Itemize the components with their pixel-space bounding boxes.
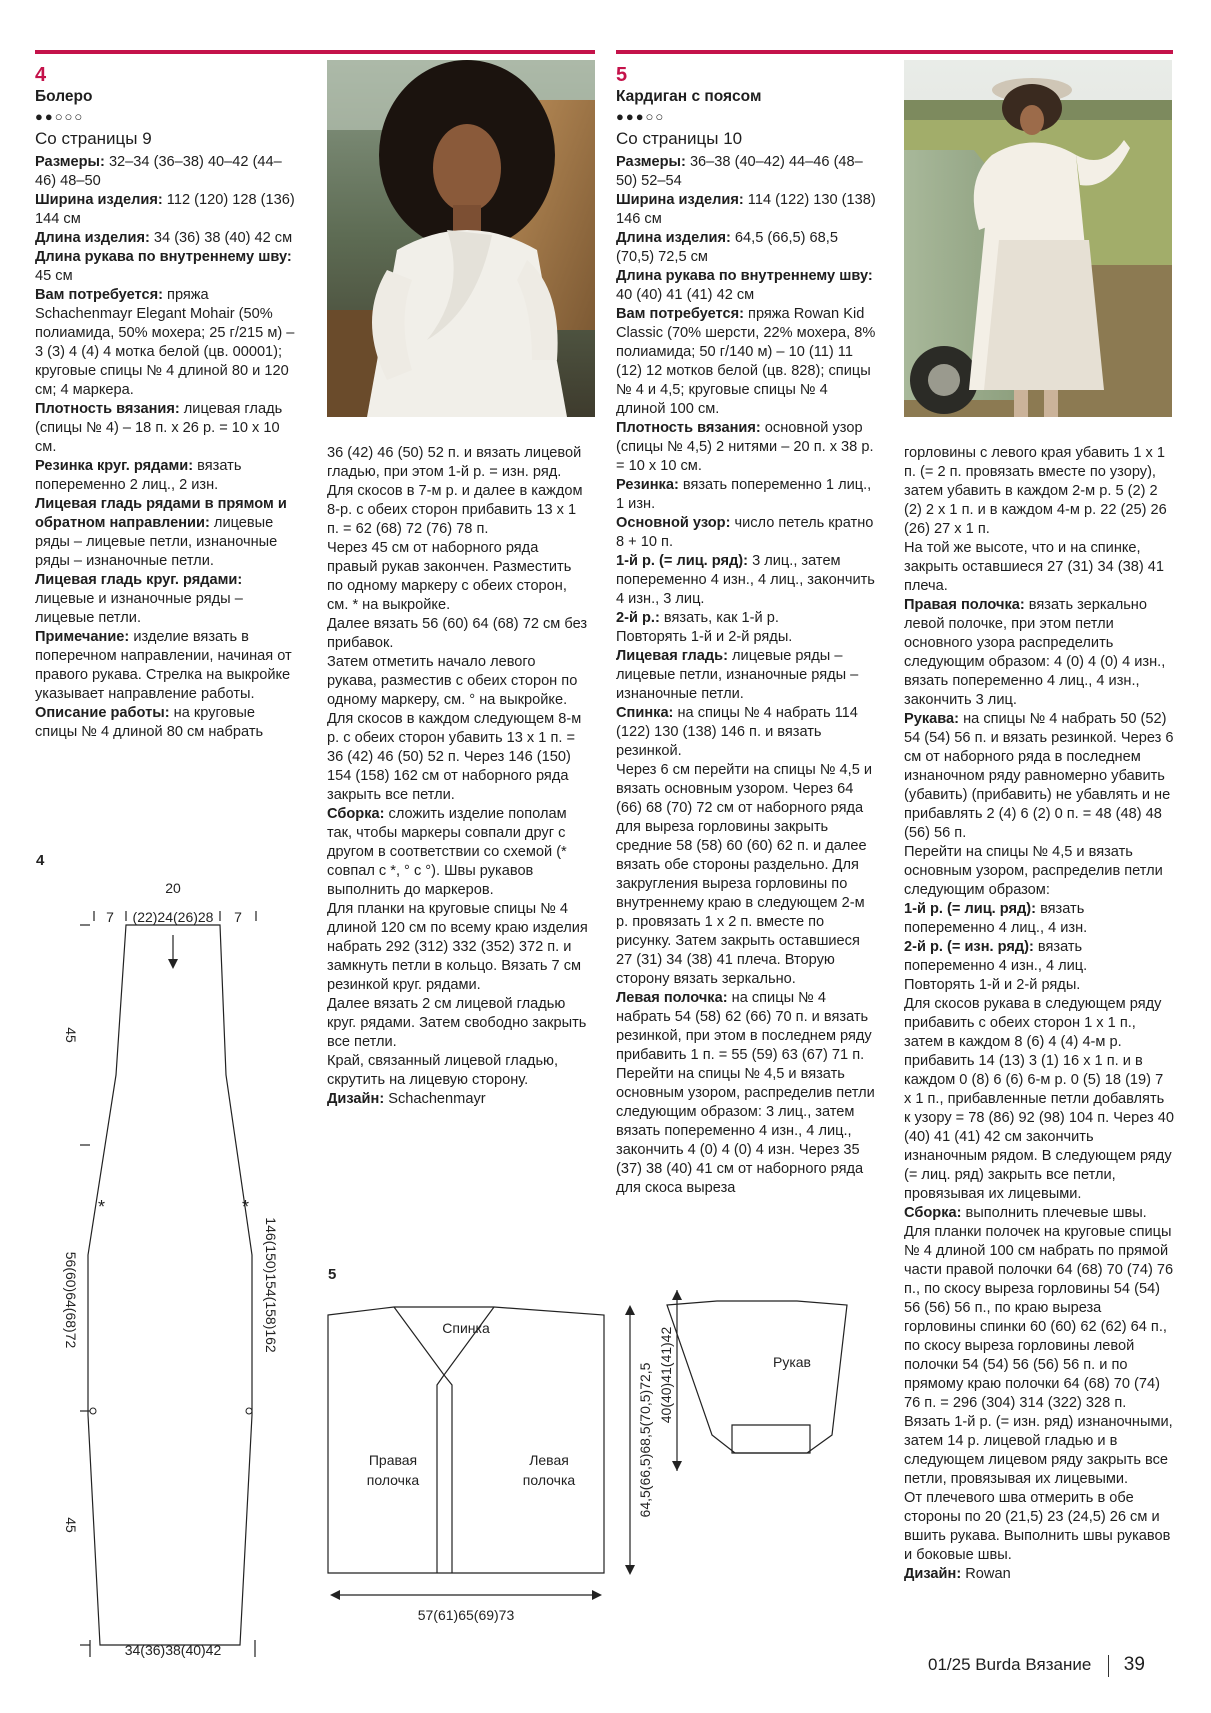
paragraph <box>904 539 1174 596</box>
paragraph <box>904 995 1174 1204</box>
paragraph <box>327 539 589 615</box>
paragraph-heading: Дизайн: <box>327 1091 385 1107</box>
paragraph-text: вязать попеременно 4 лиц., 4 изн. <box>904 901 1088 936</box>
paragraph-heading: Основной узор: <box>616 515 731 531</box>
paragraph <box>616 609 878 628</box>
paragraph-heading: Дизайн: <box>904 1566 962 1582</box>
total-length-label: 146(150)154(158)162 <box>263 1217 279 1353</box>
paragraph <box>327 482 589 539</box>
paragraph-text: горловины с левого края убавить 1 x 1 п. (= 2 п. провязать вместе по узору), затем убавить в каждом 2-м р. 5 (2) 2 (2) 2 x 1 п. и в каждом 4-м р. 22 (25) 26 (26) 27 x 1 п. <box>904 445 1167 537</box>
paragraph-text: На той же высоте, что и на спинке, закрыть оставшиеся 27 (31) 34 (38) 41 плеча. <box>904 540 1164 594</box>
paragraph-text: Через 6 см перейти на спицы № 4,5 и вязать основным узором. Через 64 (66) 68 (70) 72 см от наборного ряда для выреза горловины закрыть средние 58 (58) 60 (60) 62 п. и далее вязать обе стороны раздельно. Для закругления выреза горловины по внутреннему краю в следующем 2-м р. провязать 1 x 2 п. вместе по рисунку. Затем закрыть оставшиеся 27 (31) 34 (38) 41 плеча. Вторую сторону вязать зеркально. <box>616 762 873 987</box>
paragraph <box>35 704 297 742</box>
paragraph-heading: Сборка: <box>327 806 385 822</box>
project-title: Болеро <box>35 88 93 105</box>
page-number: 39 <box>1123 1654 1145 1675</box>
page-footer <box>928 1654 1145 1677</box>
paragraph-text: основной узор (спицы № 4,5) 2 нитями – 20 п. x 38 р. = 10 x 10 см. <box>616 420 874 474</box>
paragraph-text: вязать зеркально левой полочке, при этом петли основного узора распределить следующим образом: 4 (0) 4 (0) 4 изн., вязать попеременно 4 лиц., 4 изн., закончить 3 лиц. <box>904 597 1166 708</box>
top-part-left: 7 <box>106 909 114 925</box>
paragraph-text: 32–34 (36–38) 40–42 (44–46) 48–50 <box>35 154 282 189</box>
paragraph-heading: Описание работы: <box>35 705 170 721</box>
paragraph-text: на спицы № 4 набрать 54 (58) 62 (66) 70 п. и вязать резинкой, при этом в последнем ряду прибавить 1 п. = 55 (59) 63 (67) 71 п. <box>616 990 872 1063</box>
paragraph-heading: 2-й р.: <box>616 610 660 626</box>
paragraph-text: Повторять 1-й и 2-й ряды. <box>616 629 793 645</box>
issue-label: 01/25 Burda Вязание <box>928 1655 1092 1674</box>
paragraph-text: 36–38 (40–42) 44–46 (48–50) 52–54 <box>616 154 863 189</box>
sleeve-label: Рукав <box>773 1354 811 1370</box>
paragraph <box>327 615 589 653</box>
paragraph-text: 36 (42) 46 (50) 52 п. и вязать лицевой гладью, при этом 1-й р. = изн. ряд. <box>327 445 582 480</box>
paragraph-text: Для скосов рукава в следующем ряду прибавить с обеих сторон 1 x 1 п., затем в каждом 8 (6) 4 (4) 4-м р. прибавить 14 (13) 3 (1) 16 x 1 п. и в каждом 0 (8) 6 (6) 6-м р. 0 (5) 18 (19) 7 x 1 п., прибавленные петли добавлять к узору = 78 (86) 92 (98) 104 п. Через 40 (40) 41 (41) 42 см закончить изнаночным рядом. В следующем ряду (= лиц. ряд) закрыть все петли, провязывая их лицевыми. <box>904 996 1174 1202</box>
paragraph <box>904 900 1174 938</box>
project-number: 5 <box>616 64 628 86</box>
paragraph-text: Для скосов в 7-м р. и далее в каждом 8-р. с обеих сторон прибавить 13 x 1 п. = 62 (68) 72 (76) 78 п. <box>327 483 583 537</box>
paragraph <box>35 153 297 191</box>
bolero-photo <box>327 60 595 417</box>
paragraph <box>327 710 589 805</box>
paragraph-heading: Лицевая гладь рядами в прямом и обратном направлении: <box>35 496 287 531</box>
paragraph-text: Повторять 1-й и 2-й ряды. <box>904 977 1081 993</box>
paragraph-heading: Лицевая гладь: <box>616 648 728 664</box>
paragraph-text: вязать попеременно 2 лиц., 2 изн. <box>35 458 242 493</box>
paragraph <box>35 248 297 286</box>
paragraph-heading: Резинка круг. рядами: <box>35 458 194 474</box>
bottom-width-label: 34(36)38(40)42 <box>124 1642 222 1658</box>
paragraph-text: Край, связанный лицевой гладью, скрутить на лицевую сторону. <box>327 1053 559 1088</box>
paragraph <box>35 571 297 628</box>
instructions <box>904 444 1174 1584</box>
paragraph-text: вязать попеременно 4 изн., 4 лиц. <box>904 939 1088 974</box>
paragraph-text: на спицы № 4 набрать 114 (122) 130 (138) 146 п. и вязать резинкой. <box>616 705 858 759</box>
paragraph <box>616 552 878 609</box>
paragraph-heading: Спинка: <box>616 705 674 721</box>
difficulty-dots: ●●●○○ <box>616 109 666 124</box>
cardigan-photo <box>904 60 1172 417</box>
height-label: 64,5(66,5)68,5(70,5)72,5 <box>637 1362 653 1518</box>
project-5-column-4 <box>904 444 1174 1584</box>
paragraph-heading: 2-й р. (= изн. ряд): <box>904 939 1034 955</box>
paragraph <box>327 900 589 995</box>
paragraph <box>904 843 1174 900</box>
paragraph-text: Далее вязать 56 (60) 64 (68) 72 см без прибавок. <box>327 616 588 651</box>
paragraph-text: Далее вязать 2 см лицевой гладью круг. рядами. Затем свободно закрыть все петли. <box>327 996 587 1050</box>
paragraph-text: От плечевого шва отмерить в обе стороны по 20 (21,5) 23 (24,5) 26 см и вшить рукава. Выполнить швы рукавов и боковые швы. <box>904 1490 1171 1563</box>
paragraph-text: лицевые ряды – лицевые петли, изнаночные ряды – изнаночные петли. <box>616 648 859 702</box>
paragraph-heading: Левая полочка: <box>616 990 728 1006</box>
project-4-column-2 <box>327 444 589 1109</box>
top-part-middle: (22)24(26)28 <box>132 909 214 925</box>
length-middle-label: 56(60)64(68)72 <box>63 1251 79 1349</box>
paragraph-text: Вязать 1-й р. (= изн. ряд) изнаночными, затем 14 р. лицевой гладью и в следующем лицевом ряду закрыть все петли, провязывая их лицевыми. <box>904 1414 1173 1487</box>
cardigan-schematic <box>322 1265 912 1650</box>
paragraph <box>904 1565 1174 1584</box>
paragraph-text: Перейти на спицы № 4,5 и вязать основным узором, распределив петли следующим образом: <box>904 844 1163 898</box>
left-front-label-2: полочка <box>522 1472 576 1488</box>
paragraph <box>35 457 297 495</box>
paragraph-heading: Примечание: <box>35 629 130 645</box>
paragraph-text: Для планки на круговые спицы № 4 длиной 120 см по всему краю изделия набрать 292 (312) 332 (352) 372 п. и замкнуть петли в кольцо. Вязать 7 см резинкой круг. рядами. <box>327 901 588 993</box>
paragraph <box>35 628 297 704</box>
length-bottom-label: 45 <box>63 1517 79 1533</box>
paragraph <box>904 710 1174 843</box>
paragraph <box>616 761 878 989</box>
paragraph-text: Schachenmayr <box>384 1091 486 1107</box>
width-label: 57(61)65(69)73 <box>417 1607 515 1623</box>
paragraph-text: сложить изделие пополам так, чтобы маркеры совпали друг с другом в соответствии со схемой (* совпал с *, ° с °). Швы рукавов выполнить до маркеров. <box>327 806 567 898</box>
paragraph-text: пряжа Rowan Kid Classic (70% шерсти, 22% мохера, 8% полиамида; 50 г/140 м) – 10 (11) 11 (12) 12 мотков белой (цв. 828); спицы № 4 и 4,5; круговые спицы № 4 длиной 100 см. <box>616 306 876 417</box>
right-front-label-2: полочка <box>366 1472 420 1488</box>
paragraph <box>904 1413 1174 1489</box>
paragraph-heading: Резинка: <box>616 477 679 493</box>
paragraph <box>904 1489 1174 1565</box>
paragraph <box>35 191 297 229</box>
marker-star-right: * <box>242 1197 250 1217</box>
diagram-label: 4 <box>36 852 45 869</box>
paragraph <box>904 596 1174 710</box>
project-4-column-1 <box>35 62 297 742</box>
paragraph-heading: 1-й р. (= лиц. ряд): <box>904 901 1037 917</box>
paragraph <box>327 444 589 482</box>
paragraph <box>616 419 878 476</box>
project-number: 4 <box>35 64 47 86</box>
right-front-label-1: Правая <box>368 1452 418 1468</box>
back-label: Спинка <box>442 1320 490 1336</box>
paragraph-heading: Ширина изделия: <box>35 192 163 208</box>
section-rule-left <box>35 50 595 54</box>
paragraph-heading: Правая полочка: <box>904 597 1025 613</box>
paragraph-text: 40 (40) 41 (41) 42 см <box>616 287 755 303</box>
paragraph <box>327 995 589 1052</box>
paragraph-heading: Размеры: <box>616 154 686 170</box>
marker-star-left: * <box>98 1197 106 1217</box>
paragraph-text: 112 (120) 128 (136) 144 см <box>35 192 295 227</box>
paragraph <box>904 444 1174 539</box>
paragraph-heading: Длина рукава по внутреннему шву: <box>616 268 873 284</box>
paragraph-text: вязать попеременно 1 лиц., 1 изн. <box>616 477 872 512</box>
bolero-schematic <box>30 845 290 1665</box>
left-front-label-1: Левая <box>529 1452 569 1468</box>
paragraph-text: 64,5 (66,5) 68,5 (70,5) 72,5 см <box>616 230 838 265</box>
paragraph-text: 45 см <box>35 268 73 284</box>
paragraph-text: 3 лиц., затем попеременно 4 изн., 4 лиц., закончить 4 изн., 3 лиц. <box>616 553 875 607</box>
paragraph-text: изделие вязать в поперечном направлении, начиная от правого рукава. Стрелка на выкройке указывает направление работы. <box>35 629 292 702</box>
sleeve-length-label: 40(40)41(41)42 <box>658 1326 674 1424</box>
paragraph-heading: Плотность вязания: <box>35 401 180 417</box>
top-part-right: 7 <box>234 909 242 925</box>
paragraph <box>616 647 878 704</box>
paragraph-text: Rowan <box>961 1566 1011 1582</box>
paragraph <box>327 653 589 710</box>
paragraph-text: Затем отметить начало левого рукава, разместив с обеих сторон по одному маркеру, см. ° на выкройке. <box>327 654 578 708</box>
paragraph-heading: Плотность вязания: <box>616 420 761 436</box>
paragraph-heading: Лицевая гладь круг. рядами: <box>35 572 243 588</box>
paragraph <box>35 495 297 571</box>
paragraph <box>35 286 297 400</box>
paragraph-heading: Длина изделия: <box>35 230 150 246</box>
project-title: Кардиган с поясом <box>616 88 762 105</box>
paragraph <box>904 976 1174 995</box>
instructions <box>616 153 878 1198</box>
paragraph <box>904 1204 1174 1413</box>
paragraph <box>35 400 297 457</box>
paragraph-heading: 1-й р. (= лиц. ряд): <box>616 553 749 569</box>
paragraph-text: Через 45 см от наборного ряда правый рукав закончен. Разместить по одному маркеру с обеих сторон, см. * на выкройке. <box>327 540 572 613</box>
paragraph <box>616 229 878 267</box>
paragraph-text: вязать, как 1-й р. <box>659 610 779 626</box>
paragraph-text: 34 (36) 38 (40) 42 см <box>149 230 293 246</box>
paragraph-text: 114 (122) 130 (138) 146 см <box>616 192 876 227</box>
length-top-label: 45 <box>63 1027 79 1043</box>
instructions <box>35 153 297 742</box>
paragraph-heading: Сборка: <box>904 1205 962 1221</box>
top-width-label: 20 <box>165 880 181 896</box>
diagram-label: 5 <box>328 1266 337 1283</box>
paragraph-text: лицевые ряды – лицевые петли, изнаночные ряды – изнаночные петли. <box>35 515 278 569</box>
section-rule-right <box>616 50 1173 54</box>
paragraph <box>616 267 878 305</box>
paragraph-heading: Ширина изделия: <box>616 192 744 208</box>
paragraph-heading: Вам потребуется: <box>616 306 744 322</box>
paragraph-heading: Длина изделия: <box>616 230 731 246</box>
paragraph-text: на круговые спицы № 4 длиной 80 см набрать <box>35 705 264 740</box>
paragraph <box>904 938 1174 976</box>
paragraph <box>327 1090 589 1109</box>
difficulty-dots: ●●○○○ <box>35 109 85 124</box>
paragraph <box>616 191 878 229</box>
paragraph <box>616 305 878 419</box>
paragraph <box>327 1052 589 1090</box>
paragraph-text: выполнить плечевые швы. Для планки полочек на круговые спицы № 4 длиной 100 см набрать по прямой части правой полочки 64 (68) 70 (74) 76 п., по скосу выреза горловины 54 (54) 56 (56) 56 п., по краю выреза горловины спинки 60 (60) 62 (62) 64 п., по скосу выреза горловины левой полочки 54 (54) 56 (56) 56 п. и по прямому краю полочки 64 (68) 70 (74) 76 п. = 296 (304) 314 (322) 328 п. <box>904 1205 1174 1411</box>
paragraph-heading: Рукава: <box>904 711 960 727</box>
paragraph <box>616 1065 878 1198</box>
paragraph <box>616 476 878 514</box>
instructions <box>327 444 589 1109</box>
paragraph-text: лицевая гладь (спицы № 4) – 18 п. x 26 р. = 10 x 10 см. <box>35 401 283 455</box>
paragraph-text: Для скосов в каждом следующем 8-м р. с обеих сторон убавить 13 x 1 п. = 36 (42) 46 (50) 52 п. Через 146 (150) 154 (158) 162 см от наборного ряда закрыть все петли. <box>327 711 582 803</box>
footer-divider <box>1108 1655 1109 1677</box>
paragraph <box>35 229 297 248</box>
paragraph-heading: Длина рукава по внутреннему шву: <box>35 249 292 265</box>
paragraph-heading: Вам потребуется: <box>35 287 163 303</box>
source-page: Со страницы 9 <box>35 129 152 148</box>
paragraph <box>616 514 878 552</box>
project-5-column-3 <box>616 62 878 1198</box>
paragraph <box>327 805 589 900</box>
paragraph-text: лицевые и изнаночные ряды – лицевые петли. <box>35 591 243 626</box>
paragraph <box>616 989 878 1065</box>
paragraph-heading: Размеры: <box>35 154 105 170</box>
paragraph-text: число петель кратно 8 + 10 п. <box>616 515 874 550</box>
paragraph-text: Перейти на спицы № 4,5 и вязать основным узором, распределив петли следующим образом: 3 лиц., затем вязать попеременно 4 изн., 4 лиц., закончить 4 (0) 4 (0) 4 изн. Через 35 (37) 38 (40) 41 см от наборного ряда для скоса выреза <box>616 1066 875 1196</box>
paragraph-text: пряжа Schachenmayr Elegant Mohair (50% полиамида, 50% мохера; 25 г/215 м) – 3 (3) 4 (4) 4 мотка белой (цв. 00001); круговые спицы № 4 длиной 80 и 120 см; 4 маркера. <box>35 287 295 398</box>
paragraph-text: на спицы № 4 набрать 50 (52) 54 (54) 56 п. и вязать резинкой. Через 6 см от наборного ряда в последнем изнаночном ряду равномерно убавить (убавить) (прибавить) не убавлять и не прибавлять 2 (4) 6 (2) 0 п. = 48 (48) 48 (56) 56 п. <box>904 711 1174 841</box>
paragraph <box>616 704 878 761</box>
source-page: Со страницы 10 <box>616 129 743 148</box>
paragraph <box>616 153 878 191</box>
paragraph <box>616 628 878 647</box>
